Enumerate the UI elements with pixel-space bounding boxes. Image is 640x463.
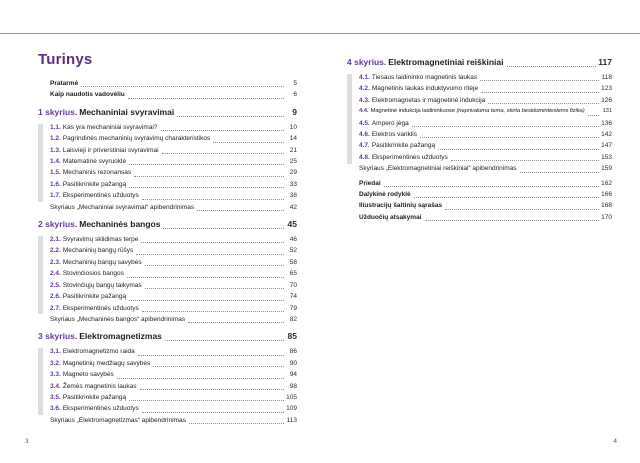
toc-entry-label — [50, 268, 124, 279]
toc-entry-text: Stovinčiosios bangos — [62, 270, 124, 278]
dot-leader — [142, 198, 284, 200]
dot-leader — [588, 114, 599, 116]
toc-entry-number: 3.3. — [50, 371, 61, 379]
toc-entry-number: 3.2. — [50, 359, 61, 367]
toc-entry-label — [359, 200, 442, 211]
toc-entry-label — [50, 403, 139, 414]
toc-page-right — [347, 51, 612, 223]
toc-entry-label — [359, 72, 477, 83]
toc-item — [50, 303, 297, 314]
toc-item — [50, 268, 297, 279]
toc-item — [50, 403, 297, 414]
toc-entry-text: Skyriaus „Elektromagnetiniai reiškiniai“ apibendrinimas — [359, 165, 517, 173]
toc-entry-label — [50, 167, 131, 178]
toc-entry-page-number: 79 — [289, 304, 297, 312]
toc-entry-text: Elektros variklis — [371, 131, 417, 139]
toc-item — [359, 72, 612, 83]
toc-item — [50, 122, 297, 133]
dot-leader — [188, 321, 284, 323]
dot-leader — [197, 209, 284, 211]
toc-row — [359, 200, 612, 211]
toc-item — [50, 156, 297, 167]
toc-entry-label — [50, 122, 158, 133]
toc-entry-text: Ampero jėga — [371, 119, 409, 127]
dot-leader — [414, 196, 599, 198]
toc-entry-label — [50, 381, 137, 392]
dot-leader — [213, 141, 284, 143]
toc-entry-number: 3.4. — [50, 382, 61, 390]
toc-item — [50, 167, 297, 178]
toc-entry-text: Tiesaus laidininko magnetinis laukas — [371, 74, 478, 81]
toc-entry-text: Eksperimentinės užduotys — [62, 304, 139, 312]
toc-entry-page-number: 85 — [287, 331, 297, 342]
toc-section-items — [38, 234, 297, 325]
toc-entry-page-number: 9 — [292, 106, 297, 117]
toc-entry-label — [50, 358, 150, 369]
dot-leader — [163, 227, 284, 229]
folio-right: 4 — [613, 438, 617, 445]
toc-entry-label — [50, 314, 185, 325]
toc-entry-number: 1.6. — [50, 180, 61, 188]
toc-entry-label — [359, 189, 411, 200]
toc-entry-text: Pratarmė — [50, 80, 79, 87]
toc-entry-number: 2.2. — [50, 247, 61, 255]
back-matter-list — [347, 178, 612, 224]
toc-section — [347, 56, 612, 175]
toc-section-items — [347, 72, 612, 175]
toc-entry-page-number: 105 — [286, 393, 297, 401]
toc-entry-number: 1.5. — [50, 169, 61, 177]
dot-leader — [127, 276, 284, 278]
toc-entry-text: Elektromagnetizmas — [79, 331, 162, 342]
toc-entry-text: Elektromagnetiniai reiškiniai — [388, 57, 504, 67]
toc-section — [38, 106, 297, 213]
toc-entry-number: 2.7. — [50, 304, 61, 312]
toc-entry-text: Kas yra mechaniniai svyravimai? — [62, 123, 158, 131]
toc-entry-text: Mechaninių bangų rūšys — [62, 247, 134, 255]
toc-entry-text: Mechaniniai svyravimai — [79, 106, 175, 117]
toc-item — [50, 369, 297, 380]
toc-entry-number: 3.5. — [50, 393, 61, 401]
toc-entry-label — [38, 106, 174, 119]
toc-entry-text: Skyriaus „Elektromagnetizmas“ apibendrinimas — [50, 416, 186, 424]
toc-entry-page-number: 58 — [289, 258, 297, 266]
toc-entry-text: Mechaninės bangos — [79, 219, 161, 230]
toc-entry-number: 1.7. — [50, 192, 61, 200]
toc-entry-page-number: 86 — [289, 348, 297, 356]
toc-item — [50, 133, 297, 144]
toc-entry-page-number: 25 — [289, 158, 297, 166]
toc-entry-label — [50, 202, 194, 213]
toc-section-header — [38, 330, 297, 343]
toc-section-items — [38, 122, 297, 213]
toc-entry-label — [50, 145, 159, 156]
toc-entry-label — [50, 245, 133, 256]
toc-entry-number: 4.4. — [359, 108, 369, 115]
toc-entry-number: 3 skyrius. — [38, 331, 78, 342]
toc-entry-label — [359, 95, 485, 106]
toc-item — [50, 202, 297, 213]
toc-entry-text: Matematinė svyruoklė — [62, 158, 127, 166]
toc-entry-page-number: 70 — [289, 281, 297, 289]
dot-leader — [145, 264, 284, 266]
toc-entry-label — [359, 152, 448, 163]
toc-entry-number: 1.2. — [50, 135, 61, 143]
dot-leader — [520, 171, 599, 173]
toc-entry-number: 2.1. — [50, 236, 61, 244]
toc-entry-label — [359, 140, 435, 151]
toc-entry-page-number: 126 — [601, 96, 612, 104]
toc-entry-text: Magnetinių medžiagų savybės — [62, 359, 151, 367]
toc-entry-page-number: 109 — [286, 405, 297, 413]
dot-leader — [480, 79, 599, 81]
dot-leader — [140, 388, 284, 390]
toc-entry-page-number: 42 — [289, 203, 297, 211]
toc-entry-text: Svyravimų sklidimas terpe — [62, 236, 139, 244]
toc-item — [359, 95, 612, 106]
toc-item — [359, 118, 612, 129]
toc-entry-page-number: 94 — [289, 371, 297, 379]
toc-item — [359, 140, 612, 151]
toc-item — [50, 392, 297, 403]
toc-entry-label — [359, 106, 585, 117]
toc-item — [359, 129, 612, 140]
toc-entry-page-number: 21 — [289, 146, 297, 154]
toc-entry-text: Stovinčiųjų bangų taikymas — [62, 281, 142, 289]
dot-leader — [153, 365, 284, 367]
toc-item — [50, 145, 297, 156]
toc-row — [359, 189, 612, 200]
toc-entry-label — [359, 178, 381, 189]
toc-entry-page-number: 166 — [601, 191, 612, 199]
toc-item — [50, 190, 297, 201]
toc-entry-page-number: 52 — [289, 247, 297, 255]
toc-entry-text: Priedai — [359, 179, 381, 187]
toc-entry-page-number: 162 — [601, 179, 612, 187]
dot-leader — [445, 208, 599, 210]
toc-entry-number: 3.1. — [50, 348, 61, 356]
toc-item — [50, 358, 297, 369]
toc-entry-number: 4.6. — [359, 131, 370, 139]
toc-entry-text: Pasitikrinkite pažangą — [371, 142, 436, 150]
toc-row — [50, 78, 297, 89]
toc-entry-text: Magnetinis laukas induktyvumo ritėje — [371, 85, 479, 93]
toc-section — [38, 330, 297, 426]
toc-entry-text: Skyriaus „Mechaniniai svyravimai“ apibendrinimas — [50, 203, 195, 211]
toc-entry-page-number: 142 — [601, 131, 612, 139]
toc-entry-page-number: 14 — [289, 135, 297, 143]
toc-item — [359, 83, 612, 94]
toc-entry-label — [50, 78, 78, 89]
toc-entry-text: Eksperimentinės užduotys — [371, 153, 448, 161]
toc-item — [359, 106, 612, 117]
toc-entry-page-number: 118 — [601, 74, 612, 81]
toc-entry-number: 4.2. — [359, 85, 370, 93]
toc-entry-number: 1.1. — [50, 123, 61, 131]
toc-entry-label — [50, 346, 135, 357]
toc-item — [50, 415, 297, 426]
toc-entry-page-number: 168 — [601, 202, 612, 210]
toc-entry-label — [38, 330, 162, 343]
dot-leader — [165, 339, 284, 341]
toc-item — [50, 257, 297, 268]
toc-entry-number: 2.6. — [50, 293, 61, 301]
toc-entry-page-number: 98 — [289, 382, 297, 390]
toc-entry-text: Pasitikrinkite pažangą — [62, 180, 127, 188]
toc-entry-page-number: 33 — [289, 180, 297, 188]
toc-entry-label — [50, 257, 142, 268]
toc-entry-text: Elektromagnetas ir magnetinė indukcija — [371, 96, 486, 104]
toc-entry-page-number: 10 — [289, 123, 297, 131]
toc-entry-text: Laisvieji ir priverstiniai svyravimai — [62, 146, 159, 154]
toc-entry-label — [38, 218, 160, 231]
toc-entry-page-number: 6 — [293, 91, 297, 99]
toc-entry-page-number: 170 — [601, 213, 612, 221]
toc-entry-page-number: 136 — [601, 119, 612, 127]
toc-entry-number: 2 skyrius. — [38, 219, 78, 230]
toc-entry-label — [50, 133, 210, 144]
toc-entry-text: Mechaninių bangų savybės — [62, 258, 142, 266]
dot-leader — [129, 163, 284, 165]
toc-entry-page-number: 131 — [602, 108, 612, 115]
front-matter-list — [38, 78, 297, 101]
toc-entry-label — [50, 190, 139, 201]
toc-section — [38, 218, 297, 325]
toc-entry-label — [359, 118, 409, 129]
toc-entry-text-italic: (neprivaloma tema, skirta besidomintiesiems fizika) — [454, 108, 585, 115]
toc-entry-label — [359, 163, 517, 174]
toc-entry-page-number: 147 — [601, 142, 612, 150]
dot-leader — [138, 354, 284, 356]
dot-leader — [451, 159, 599, 161]
dot-leader — [412, 125, 599, 127]
toc-item — [50, 280, 297, 291]
toc-entry-label — [50, 234, 138, 245]
toc-entry-number: 1 skyrius. — [38, 106, 78, 117]
toc-entry-page-number: 74 — [289, 293, 297, 301]
dot-leader — [438, 148, 599, 150]
dot-leader — [481, 91, 599, 93]
dot-leader — [177, 115, 284, 117]
toc-entry-number: 1.3. — [50, 146, 61, 154]
toc-entry-label — [347, 56, 504, 69]
toc-entry-label — [359, 212, 422, 223]
toc-entry-text: Dalykinė rodyklė — [359, 191, 411, 199]
toc-section-header — [347, 56, 612, 69]
dot-leader — [129, 186, 284, 188]
toc-entry-number: 4.5. — [359, 119, 370, 127]
dot-leader — [117, 377, 284, 379]
toc-row — [50, 89, 297, 100]
toc-entry-label — [50, 303, 139, 314]
toc-entry-text: Kaip naudotis vadovėliu — [50, 91, 125, 99]
toc-entry-text: Pasitikrinkite pažangą — [62, 393, 127, 401]
dot-leader — [425, 219, 600, 221]
toc-entry-text: Mechaninis rezonansas — [62, 169, 132, 177]
toc-entry-label — [50, 415, 186, 426]
folio-left: 3 — [25, 438, 29, 445]
dot-leader — [128, 97, 284, 99]
toc-entry-label — [359, 129, 417, 140]
toc-entry-text: Eksperimentinės užduotys — [62, 192, 139, 200]
toc-entry-page-number: 38 — [289, 192, 297, 200]
toc-entry-number: 4 skyrius. — [347, 57, 387, 67]
dot-leader — [81, 85, 284, 87]
toc-entry-number: 2.3. — [50, 258, 61, 266]
toc-entry-label — [50, 89, 125, 100]
toc-entry-text: Skyriaus „Mechaninės bangos“ apibendrinimas — [50, 315, 186, 323]
toc-entry-text: Pagrindinės mechaninių svyravimų charakteristikos — [62, 135, 211, 143]
dot-leader — [161, 129, 285, 131]
toc-entry-number: 2.5. — [50, 281, 61, 289]
toc-item — [50, 381, 297, 392]
toc-title: Turinys — [38, 51, 93, 68]
dot-leader — [145, 287, 284, 289]
toc-entry-page-number: 46 — [289, 236, 297, 244]
toc-entry-text: Magnetinė indukcija laidininkuose — [370, 108, 455, 115]
dot-leader — [384, 185, 599, 187]
dot-leader — [129, 299, 284, 301]
toc-entry-text: Užduočių atsakymai — [359, 213, 422, 221]
toc-entry-number: 2.4. — [50, 270, 61, 278]
dot-leader — [162, 152, 284, 154]
dot-leader — [134, 175, 284, 177]
toc-entry-page-number: 5 — [293, 80, 297, 87]
toc-entry-label — [359, 83, 478, 94]
toc-item — [50, 291, 297, 302]
toc-entry-text: Iliustracijų šaltinių sąrašas — [359, 202, 443, 210]
toc-item — [50, 346, 297, 357]
right-sections — [347, 56, 612, 175]
toc-entry-page-number: 90 — [289, 359, 297, 367]
toc-entry-number: 1.4. — [50, 158, 61, 166]
toc-item — [50, 179, 297, 190]
toc-entry-text: Žemės magnetinis laukas — [62, 382, 137, 390]
toc-item — [50, 314, 297, 325]
dot-leader — [420, 136, 599, 138]
toc-item — [359, 163, 612, 174]
toc-item — [359, 152, 612, 163]
toc-row — [359, 178, 612, 189]
toc-entry-label — [50, 179, 126, 190]
toc-entry-label — [50, 392, 126, 403]
toc-entry-page-number: 153 — [601, 153, 612, 161]
toc-entry-page-number: 123 — [601, 85, 612, 93]
toc-row — [359, 212, 612, 223]
toc-entry-page-number: 117 — [598, 57, 612, 67]
dot-leader — [142, 411, 284, 413]
dot-leader — [488, 102, 599, 104]
toc-item — [50, 234, 297, 245]
toc-entry-number: 4.3. — [359, 96, 370, 104]
toc-page-left — [38, 51, 297, 426]
dot-leader — [189, 422, 284, 424]
toc-entry-label — [50, 156, 126, 167]
dot-leader — [129, 399, 284, 401]
toc-entry-text: Elektromagnetizmo raida — [62, 348, 135, 356]
toc-entry-page-number: 45 — [287, 219, 297, 230]
dot-leader — [507, 65, 597, 67]
toc-section-items — [38, 346, 297, 426]
toc-entry-number: 4.8. — [359, 153, 370, 161]
toc-entry-label — [50, 280, 142, 291]
toc-entry-text: Pasitikrinkite pažangą — [62, 293, 127, 301]
toc-entry-number: 4.7. — [359, 142, 370, 150]
toc-entry-text: Eksperimentinės užduotys — [62, 405, 139, 413]
toc-entry-number: 4.1. — [359, 74, 370, 81]
toc-entry-number: 3.6. — [50, 405, 61, 413]
toc-entry-page-number: 113 — [286, 416, 297, 424]
toc-entry-page-number: 159 — [601, 165, 612, 173]
toc-entry-page-number: 82 — [289, 315, 297, 323]
dot-leader — [141, 241, 284, 243]
toc-entry-page-number: 29 — [289, 169, 297, 177]
toc-entry-page-number: 65 — [289, 270, 297, 278]
dot-leader — [142, 310, 284, 312]
dot-leader — [136, 253, 284, 255]
page-top-edge-line — [0, 33, 640, 34]
left-sections — [38, 106, 297, 426]
toc-item — [50, 245, 297, 256]
toc-entry-label — [50, 291, 126, 302]
toc-section-header — [38, 106, 297, 119]
toc-entry-label — [50, 369, 114, 380]
toc-entry-text: Magneto savybės — [62, 371, 114, 379]
toc-section-header — [38, 218, 297, 231]
